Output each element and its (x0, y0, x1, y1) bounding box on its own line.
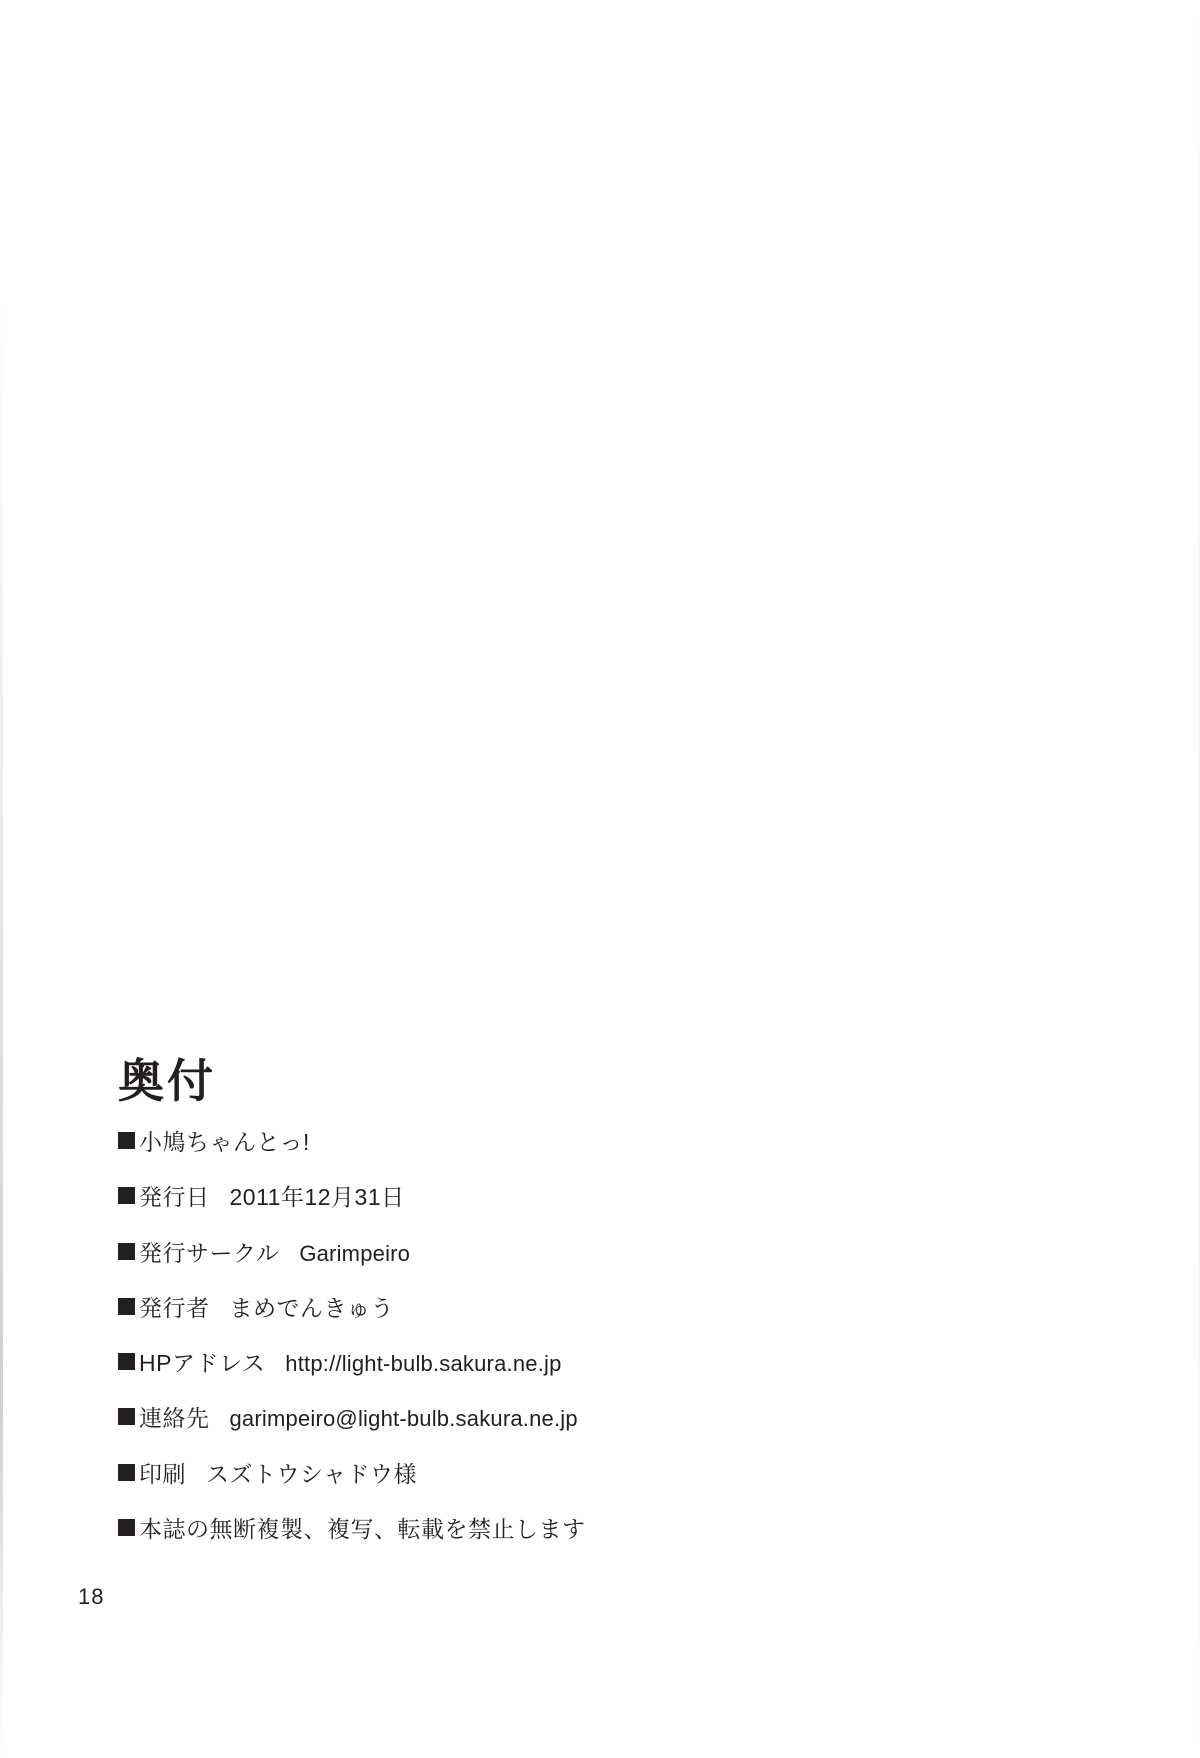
list-item (118, 1517, 878, 1542)
list-item (118, 1185, 878, 1210)
colophon-entry-value: http://light-bulb.sakura.ne.jp (285, 1351, 562, 1377)
square-bullet-icon (118, 1187, 135, 1204)
colophon-entry-label: 発行者 (139, 1294, 210, 1321)
colophon-entry-label: 発行日 (139, 1184, 210, 1211)
list-item (118, 1296, 878, 1321)
square-bullet-icon (118, 1132, 135, 1149)
list-item (118, 1351, 878, 1376)
colophon-entry-label: 連絡先 (139, 1405, 210, 1432)
page-number: 18 (78, 1584, 105, 1609)
square-bullet-icon (118, 1298, 135, 1315)
square-bullet-icon (118, 1464, 135, 1481)
square-bullet-icon (118, 1243, 135, 1260)
colophon-list (118, 1130, 878, 1542)
colophon-entry-value: まめでんきゅう (229, 1294, 394, 1321)
colophon-entry-label: 本誌の無断複製、複写、転載を禁止します (139, 1516, 586, 1543)
colophon-entry-value: 2011年12月31日 (229, 1184, 405, 1211)
list-item (118, 1406, 878, 1431)
square-bullet-icon (118, 1519, 135, 1536)
square-bullet-icon (118, 1353, 135, 1370)
square-bullet-icon (118, 1408, 135, 1425)
list-item (118, 1241, 878, 1266)
colophon-entry-label: HPアドレス (139, 1350, 266, 1377)
list-item (118, 1462, 878, 1487)
list-item (118, 1130, 878, 1155)
colophon-entry-value: スズトウシャドウ様 (206, 1460, 418, 1487)
colophon-entry-label: 小鳩ちゃんとっ! (139, 1129, 310, 1155)
colophon-heading: 奥付 (118, 1055, 216, 1107)
scan-edge-left (0, 0, 3, 1758)
colophon-entry-value: garimpeiro@light-bulb.sakura.ne.jp (229, 1406, 578, 1432)
colophon-entry-label: 印刷 (139, 1460, 186, 1487)
colophon-block (118, 1055, 878, 1572)
colophon-entry-value: Garimpeiro (299, 1240, 411, 1266)
colophon-entry-label: 発行サークル (139, 1239, 280, 1266)
